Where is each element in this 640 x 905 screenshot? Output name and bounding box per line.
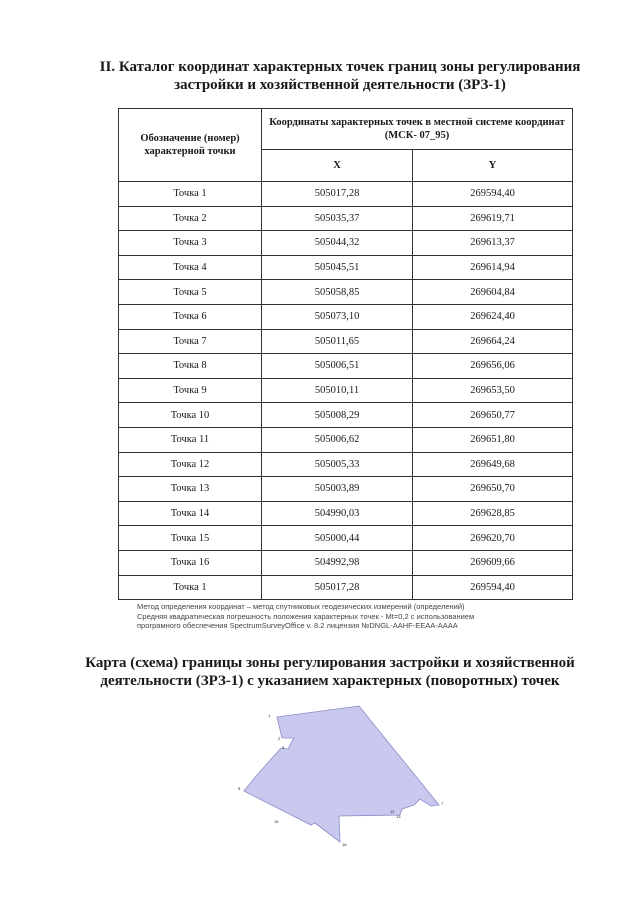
point-name-cell: Точка 14 xyxy=(119,501,262,526)
map-point-label: 3 xyxy=(282,745,285,750)
map-point-label: 13 xyxy=(396,814,401,819)
table-row xyxy=(119,452,573,477)
x-coordinate-cell: 505006,62 xyxy=(262,427,413,452)
point-name-cell: Точка 5 xyxy=(119,280,262,305)
point-name-cell: Точка 15 xyxy=(119,526,262,551)
table-row xyxy=(119,354,573,379)
x-coordinate-cell: 505017,28 xyxy=(262,182,413,207)
map-title-line-2: деятельности (ЗРЗ-1) с указанием характерных (поворотных) точек xyxy=(100,673,560,689)
method-note-line-3: програмного обеспечения SpectrumSurveyOffice v. 8.2 лицензия №DNGL-AAHF-EEAA-AAAA xyxy=(137,621,458,630)
catalog-title-line-2: застройки и хозяйственной деятельности (ЗРЗ-1) xyxy=(174,77,506,93)
zone-boundary-map xyxy=(230,705,460,855)
x-coordinate-cell: 505017,28 xyxy=(262,575,413,600)
point-name-cell: Точка 9 xyxy=(119,378,262,403)
x-coordinate-cell: 505008,29 xyxy=(262,403,413,428)
map-point-label: 7 xyxy=(441,801,444,806)
y-coordinate-cell: 269664,24 xyxy=(413,329,573,354)
y-coordinate-cell: 269594,40 xyxy=(413,182,573,207)
table-row xyxy=(119,304,573,329)
table-row xyxy=(119,378,573,403)
point-name-cell: Точка 2 xyxy=(119,206,262,231)
coordinates-table xyxy=(118,108,573,600)
point-name-cell: Точка 13 xyxy=(119,477,262,502)
y-coordinate-cell: 269650,77 xyxy=(413,403,573,428)
table-row xyxy=(119,575,573,600)
point-name-cell: Точка 12 xyxy=(119,452,262,477)
method-note-line-1: Метод определения координат – метод спутниковых геодезических измерений (определений) xyxy=(137,602,465,611)
point-name-cell: Точка 11 xyxy=(119,427,262,452)
point-name-cell: Точка 7 xyxy=(119,329,262,354)
table-row xyxy=(119,329,573,354)
x-coordinate-cell: 505006,51 xyxy=(262,354,413,379)
map-point-label: 12 xyxy=(390,809,395,814)
table-row xyxy=(119,182,573,207)
point-name-cell: Точка 1 xyxy=(119,182,262,207)
table-row xyxy=(119,526,573,551)
point-name-cell: Точка 1 xyxy=(119,575,262,600)
y-coordinate-cell: 269651,80 xyxy=(413,427,573,452)
x-coordinate-cell: 505011,65 xyxy=(262,329,413,354)
coordinates-table-body xyxy=(119,182,573,600)
table-row xyxy=(119,206,573,231)
x-coordinate-cell: 505045,51 xyxy=(262,255,413,280)
y-coordinate-cell: 269620,70 xyxy=(413,526,573,551)
x-coordinate-cell: 505044,32 xyxy=(262,231,413,256)
map-point-label: 2 xyxy=(278,736,281,741)
x-coordinate-cell: 505073,10 xyxy=(262,304,413,329)
map-point-label: 5 xyxy=(238,786,241,791)
x-coordinate-cell: 504992,98 xyxy=(262,550,413,575)
catalog-title xyxy=(95,58,585,94)
x-coordinate-cell: 505010,11 xyxy=(262,378,413,403)
map-point-label: 1 xyxy=(268,713,271,718)
table-row xyxy=(119,477,573,502)
y-coordinate-cell: 269613,37 xyxy=(413,231,573,256)
method-note xyxy=(137,602,597,631)
map-point-label: 15 xyxy=(274,819,279,824)
table-row xyxy=(119,501,573,526)
y-coordinate-cell: 269604,84 xyxy=(413,280,573,305)
y-coordinate-cell: 269594,40 xyxy=(413,575,573,600)
point-name-cell: Точка 4 xyxy=(119,255,262,280)
y-coordinate-cell: 269614,94 xyxy=(413,255,573,280)
point-name-cell: Точка 8 xyxy=(119,354,262,379)
header-point-name: Обозначение (номер) характерной точки xyxy=(119,109,262,182)
point-name-cell: Точка 6 xyxy=(119,304,262,329)
y-coordinate-cell: 269650,70 xyxy=(413,477,573,502)
x-coordinate-cell: 504990,03 xyxy=(262,501,413,526)
point-name-cell: Точка 10 xyxy=(119,403,262,428)
x-coordinate-cell: 505058,85 xyxy=(262,280,413,305)
table-row xyxy=(119,280,573,305)
y-coordinate-cell: 269656,06 xyxy=(413,354,573,379)
y-coordinate-cell: 269653,50 xyxy=(413,378,573,403)
table-row xyxy=(119,403,573,428)
x-coordinate-cell: 505035,37 xyxy=(262,206,413,231)
table-row xyxy=(119,427,573,452)
table-row xyxy=(119,255,573,280)
map-title-line-1: Карта (схема) границы зоны регулирования застройки и хозяйственной xyxy=(85,655,575,671)
table-row xyxy=(119,550,573,575)
catalog-title-line-1: II. Каталог координат характерных точек границ зоны регулирования xyxy=(99,59,581,75)
x-coordinate-cell: 505000,44 xyxy=(262,526,413,551)
x-coordinate-cell: 505005,33 xyxy=(262,452,413,477)
x-coordinate-cell: 505003,89 xyxy=(262,477,413,502)
header-x: X xyxy=(262,149,413,181)
header-coordinates: Координаты характерных точек в местной системе координат (МСК- 07_95) xyxy=(262,109,573,150)
point-name-cell: Точка 16 xyxy=(119,550,262,575)
y-coordinate-cell: 269649,68 xyxy=(413,452,573,477)
y-coordinate-cell: 269624,40 xyxy=(413,304,573,329)
map-point-label: 16 xyxy=(342,842,347,847)
method-note-line-2: Средняя квадратическая погрешность положения характерных точек - Mt=0,2 с использованием xyxy=(137,611,475,621)
point-name-cell: Точка 3 xyxy=(119,231,262,256)
y-coordinate-cell: 269619,71 xyxy=(413,206,573,231)
header-y: Y xyxy=(413,149,573,181)
map-title xyxy=(70,654,590,690)
y-coordinate-cell: 269609,66 xyxy=(413,550,573,575)
table-row xyxy=(119,231,573,256)
y-coordinate-cell: 269628,85 xyxy=(413,501,573,526)
